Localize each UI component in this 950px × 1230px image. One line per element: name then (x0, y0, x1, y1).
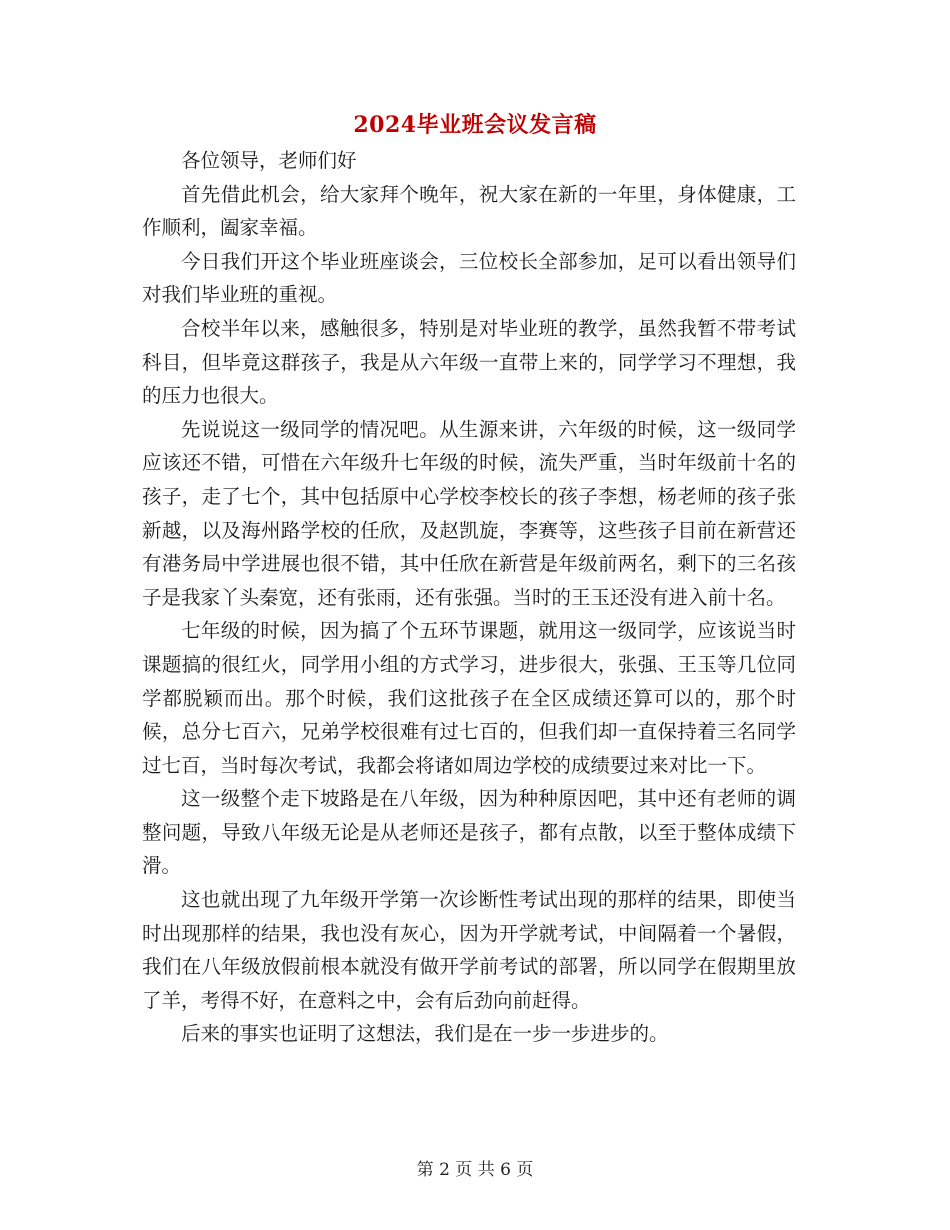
paragraph-greeting: 各位领导，老师们好 (181, 149, 357, 172)
paragraph: 首先借此机会，给大家拜个晚年，祝大家在新的一年里，身体健康，工作顺利，阖家幸福。 (142, 182, 796, 240)
paragraph: 七年级的时候，因为搞了个五环节课题，就用这一级同学，应该说当时课题搞的很红火，同学用小组的方式学习，进步很大，张强、王玉等几位同学都脱颖而出。那个时候，我们这批孩子在全区成绩还算可以的，那个时候，总分七百六，兄弟学校很难有过七百的，但我们却一直保持着三名同学过七百，当时每次考试，我都会将诸如周边学校的成绩要过来对比一下。 (142, 619, 796, 777)
paragraph: 后来的事实也证明了这想法，我们是在一步一步进步的。 (181, 1022, 669, 1046)
paragraph: 先说说这一级同学的情况吧。从生源来讲，六年级的时候，这一级同学应该还不错，可惜在六年级升七年级的时候，流失严重，当时年级前十名的孩子，走了七个，其中包括原中心学校李校长的孩子李想，杨老师的孩子张新越，以及海州路学校的任欣，及赵凯旋，李赛等，这些孩子目前在新营还有港务局中学进展也很不错，其中任欣在新营是年级前两名，剩下的三名孩子是我家丫头秦宽，还有张雨，还有张强。当时的王玉还没有进入前十名。 (142, 417, 796, 609)
page-number-footer: 第 2 页 共 6 页 (416, 1160, 534, 1180)
paragraph: 今日我们开这个毕业班座谈会，三位校长全部参加，足可以看出领导们对我们毕业班的重视。 (142, 249, 796, 307)
paragraph: 这也就出现了九年级开学第一次诊断性考试出现的那样的结果，即使当时出现那样的结果，我也没有灰心，因为开学就考试，中间隔着一个暑假，我们在八年级放假前根本就没有做开学前考试的部署，所以同学在假期里放了羊，考得不好，在意料之中，会有后劲向前赶得。 (142, 888, 796, 1012)
document-title: 2024毕业班会议发言稿 (353, 112, 597, 138)
paragraph: 合校半年以来，感触很多，特别是对毕业班的教学，虽然我暂不带考试科目，但毕竟这群孩子，我是从六年级一直带上来的，同学学习不理想，我的压力也很大。 (142, 316, 796, 408)
paragraph: 这一级整个走下坡路是在八年级，因为种种原因吧，其中还有老师的调整问题，导致八年级无论是从老师还是孩子，都有点散，以至于整体成绩下滑。 (142, 787, 796, 878)
document-body (142, 144, 796, 1051)
